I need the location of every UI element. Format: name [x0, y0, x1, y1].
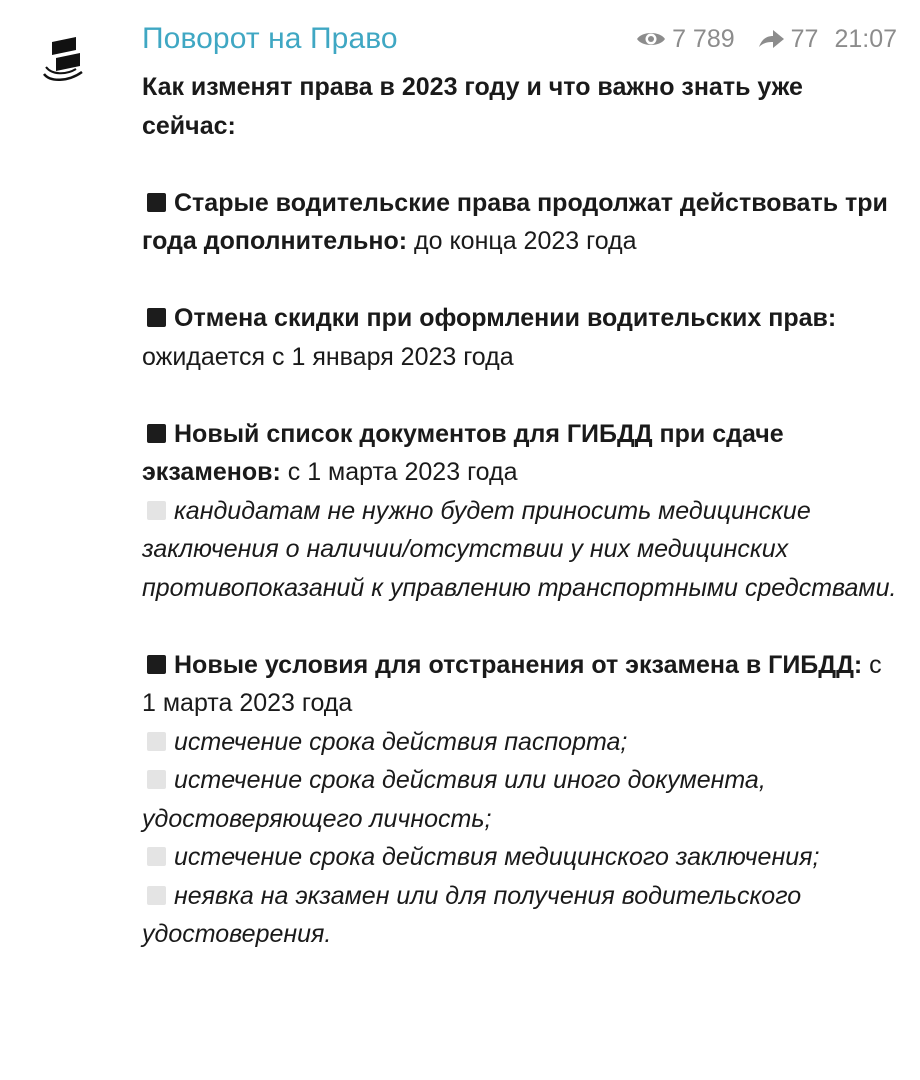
- black-square-icon: [147, 424, 166, 443]
- section-1: Старые водительские права продолжат действовать три года дополнительно: до конца 2023 года: [142, 188, 888, 255]
- channel-logo-icon[interactable]: [42, 34, 88, 84]
- black-square-icon: [147, 193, 166, 212]
- message-meta: [636, 25, 897, 54]
- section-4-item-3: истечение срока действия медицинского заключения;: [142, 838, 897, 877]
- black-square-icon: [147, 308, 166, 327]
- message-header: [142, 18, 897, 60]
- section-4-item-2: истечение срока действия или иного документа, удостоверяющего личность;: [142, 766, 766, 833]
- message-text: [142, 68, 897, 954]
- post-title: Как изменят права в 2023 году и что важно знать уже сейчас:: [142, 73, 803, 140]
- section-2: Отмена скидки при оформлении водительских прав: ожидается с 1 января 2023 года: [142, 304, 837, 371]
- section-3-item-1: кандидатам не нужно будет приносить медицинские заключения о наличии/отсутствии у них медицинских противопоказаний к управлению транспортными средствами.: [142, 496, 897, 602]
- section-3: Новый список документов для ГИБДД при сдаче экзаменов: с 1 марта 2023 года: [142, 419, 784, 486]
- white-square-icon: [147, 732, 166, 751]
- eye-icon: [636, 29, 666, 49]
- white-square-icon: [147, 886, 166, 905]
- section-4-item-1: истечение срока действия паспорта;: [142, 723, 897, 762]
- channel-name[interactable]: Поворот на Право: [142, 22, 398, 55]
- forward-arrow-icon: [757, 29, 785, 49]
- white-square-icon: [147, 770, 166, 789]
- section-4-item-4: неявка на экзамен или для получения водительского удостоверения.: [142, 881, 802, 948]
- white-square-icon: [147, 501, 166, 520]
- black-square-icon: [147, 655, 166, 674]
- message-post: [142, 18, 897, 954]
- forwards-count: 77: [790, 24, 819, 53]
- section-4: Новые условия для отстранения от экзамена в ГИБДД: с 1 марта 2023 года: [142, 650, 882, 717]
- message-time: 21:07: [834, 24, 897, 53]
- white-square-icon: [147, 847, 166, 866]
- views-count: 7 789: [672, 24, 735, 53]
